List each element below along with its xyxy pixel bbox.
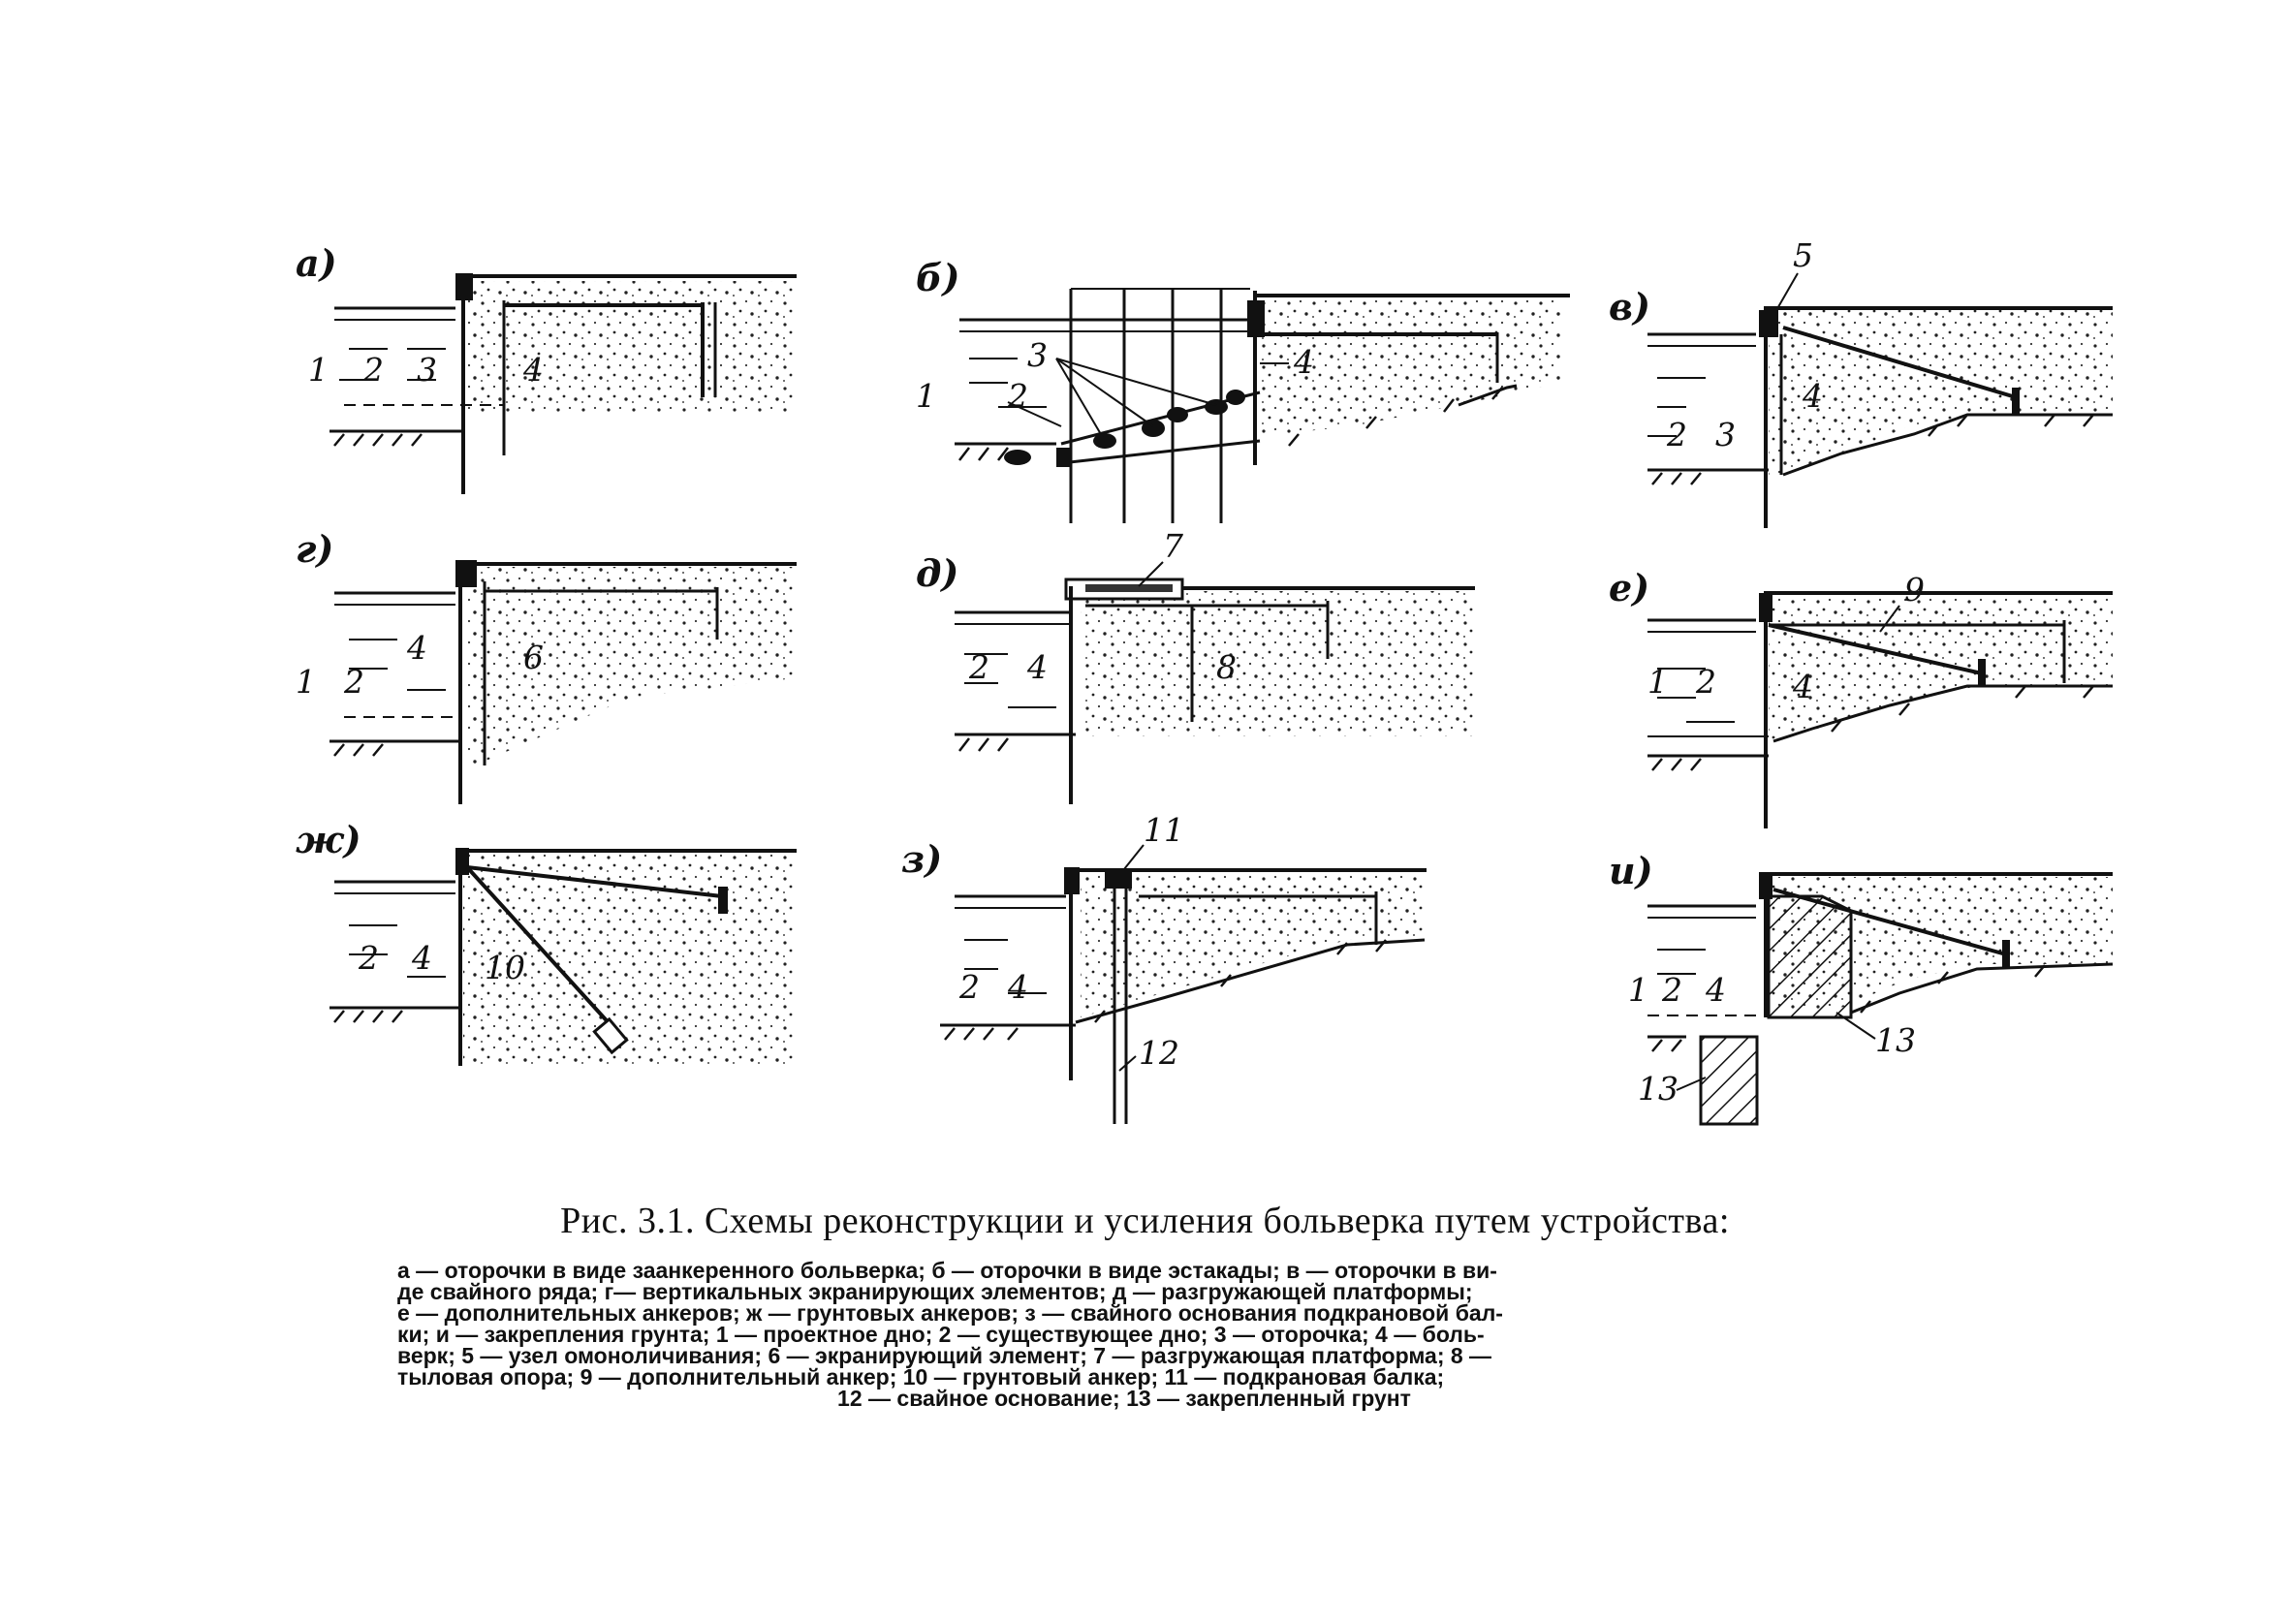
label-2: 2 — [359, 939, 379, 977]
panel-e-letter: е) — [1609, 566, 1650, 609]
caption-line: де свайного ряда; г— вертикальных экранирующих элементов; д — разгружающей платформы; — [397, 1279, 1473, 1304]
label-11: 11 — [1144, 811, 1184, 849]
figure-caption-legend — [397, 1260, 1851, 1409]
panel-e-backfill — [1769, 596, 2113, 741]
label-4: 4 — [412, 939, 432, 977]
label-1: 1 — [1628, 971, 1648, 1009]
panel-i-stabilized-soil-lower — [1701, 1037, 1757, 1124]
label-13: 13 — [1875, 1021, 1916, 1059]
label-12: 12 — [1139, 1034, 1179, 1072]
panel-e-additional-anchors — [1609, 566, 2113, 828]
panel-g-screening-elements — [296, 527, 797, 804]
label-4: 4 — [1793, 668, 1813, 705]
label-1: 1 — [296, 663, 316, 701]
caption-line: а — оторочки в виде заанкеренного больверка; б — оторочки в виде эстакады; в — оторочки в ви- — [397, 1258, 1497, 1283]
panel-z-crane-beam — [1105, 869, 1132, 889]
label-1: 1 — [1647, 663, 1668, 701]
panel-g-letter: г) — [296, 527, 334, 571]
label-3: 3 — [417, 351, 437, 389]
panel-z-crane-beam-pile-foundation — [901, 811, 1427, 1124]
caption-line: верк; 5 — узел омоноличивания; 6 — экранирующий элемент; 7 — разгружающая платформа; 8 — — [397, 1343, 1492, 1368]
panel-b-letter: б) — [916, 256, 960, 299]
label-4: 4 — [523, 351, 544, 389]
caption-line: ки; и — закрепления грунта; 1 — проектное дно; 2 — существующее дно; 3 — оторочка; 4 — боль- — [397, 1322, 1485, 1347]
label-13: 13 — [1638, 1070, 1678, 1108]
panel-g-backfill — [465, 567, 795, 765]
label-4: 4 — [1008, 968, 1028, 1006]
panel-z-letter: з) — [901, 837, 943, 881]
label-1: 1 — [916, 377, 936, 415]
panel-b-piles — [1071, 289, 1221, 523]
label-2: 2 — [969, 648, 989, 686]
label-4: 4 — [1027, 648, 1048, 686]
panel-v-letter: в) — [1609, 285, 1650, 328]
panel-a-backfill — [465, 281, 795, 412]
label-4: 4 — [1294, 343, 1314, 381]
caption-line: е — дополнительных анкеров; ж — грунтовых анкеров; з — свайного основания подкрановой бал- — [397, 1300, 1503, 1326]
label-3: 3 — [1027, 336, 1048, 374]
panel-d-backfill — [1081, 591, 1473, 736]
panel-a-letter: а) — [296, 241, 337, 285]
label-2: 2 — [344, 663, 364, 701]
label-2: 2 — [363, 351, 384, 389]
panel-b-trestle-facing — [916, 256, 1570, 523]
label-8: 8 — [1216, 648, 1237, 686]
figure-caption-title: Рис. 3.1. Схемы реконструкции и усиления больверка путем устройства: — [560, 1201, 1730, 1241]
label-2: 2 — [1662, 971, 1682, 1009]
panel-zh-ground-anchors — [296, 818, 797, 1066]
label-10: 10 — [485, 949, 525, 986]
label-2: 2 — [1667, 416, 1687, 453]
panel-d-letter: д) — [916, 551, 959, 595]
panel-z-backfill — [1081, 872, 1425, 1017]
caption-line: 12 — свайное основание; 13 — закрепленный грунт — [837, 1386, 1411, 1411]
label-3: 3 — [1715, 416, 1736, 453]
label-4: 4 — [407, 629, 427, 667]
label-4: 4 — [1803, 377, 1823, 415]
panel-a-anchored-bulkhead-facing — [296, 241, 797, 494]
panel-d-relieving-platform — [916, 527, 1475, 804]
caption-line: тыловая опора; 9 — дополнительный анкер; 10 — грунтовый анкер; 11 — подкрановая балка; — [397, 1364, 1445, 1390]
label-4: 4 — [1706, 971, 1726, 1009]
label-7: 7 — [1163, 527, 1183, 565]
label-2: 2 — [1696, 663, 1716, 701]
panel-i-stabilized-soil-upper — [1769, 896, 1851, 1017]
label-5: 5 — [1793, 236, 1813, 274]
panel-zh-letter: ж) — [296, 818, 361, 861]
label-9: 9 — [1904, 571, 1925, 609]
label-1: 1 — [308, 351, 329, 389]
label-2: 2 — [1008, 377, 1028, 415]
panel-i-letter: и) — [1609, 849, 1653, 892]
label-2: 2 — [959, 968, 980, 1006]
panel-i-soil-stabilization — [1609, 849, 2113, 1124]
panel-v-pile-row-facing — [1609, 236, 2113, 528]
label-6: 6 — [523, 639, 544, 676]
